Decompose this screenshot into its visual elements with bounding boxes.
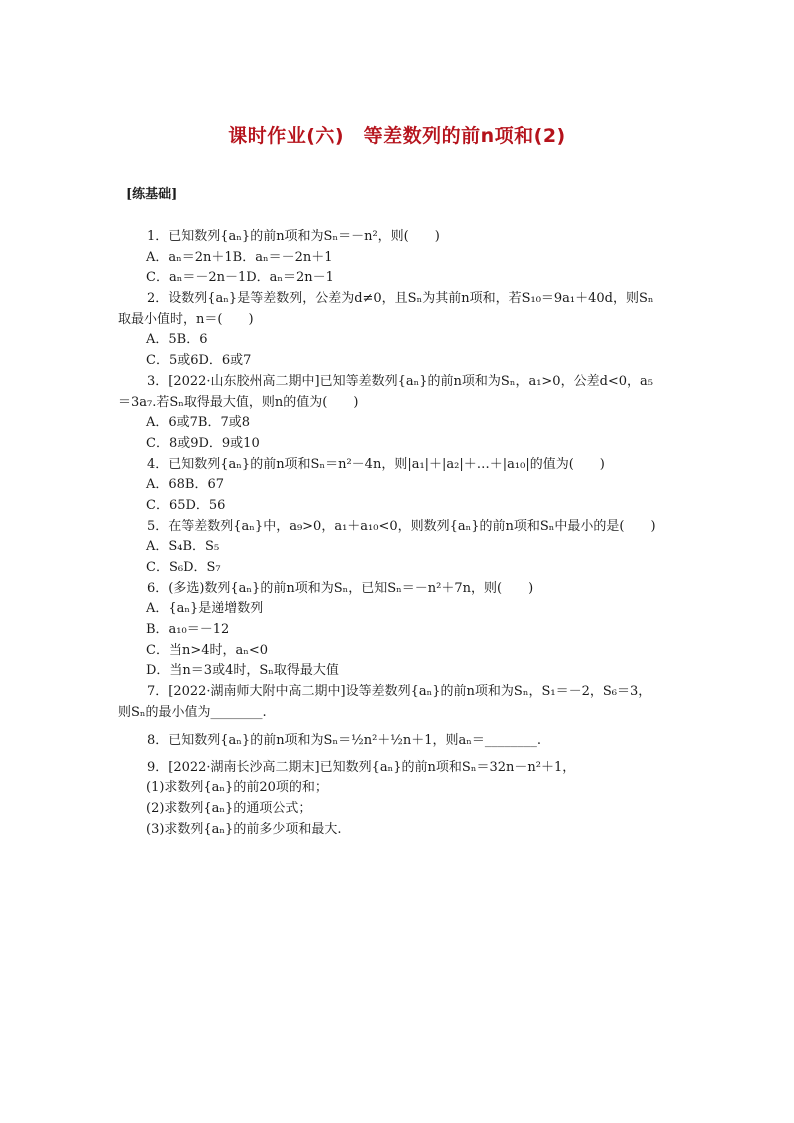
- question-line: 8．已知数列{aₙ}的前n项和为Sₙ＝½n²＋½n＋1，则aₙ＝________.: [147, 732, 542, 748]
- question-line: (3)求数列{aₙ}的前多少项和最大.: [146, 821, 342, 837]
- question-line: A．5B．6: [146, 332, 208, 348]
- question-line: C．5或6D．6或7: [146, 353, 252, 369]
- question-line: B．a₁₀＝－12: [146, 622, 230, 638]
- question-line: A．68B．67: [146, 477, 225, 493]
- question-line: 3．[2022·山东胶州高二期中]已知等差数列{aₙ}的前n项和为Sₙ，a₁>0，公差d<0，a₅: [147, 373, 654, 389]
- question-line: 取最小值时，n＝( ): [118, 311, 254, 327]
- question-line: C．8或9D．9或10: [146, 435, 260, 451]
- question-line: C．当n>4时，aₙ<0: [146, 642, 269, 658]
- question-line: (1)求数列{aₙ}的前20项的和；: [146, 780, 328, 796]
- question-list: [118, 227, 698, 840]
- question-line: 5．在等差数列{aₙ}中，a₉>0，a₁＋a₁₀<0，则数列{aₙ}的前n项和Sₙ中最小的是( ): [147, 518, 656, 534]
- section-label: [练基础]: [126, 187, 178, 202]
- question-line: A．aₙ＝2n＋1B．aₙ＝－2n＋1: [146, 249, 333, 265]
- question-line: (2)求数列{aₙ}的通项公式；: [146, 800, 312, 816]
- question-line: 4．已知数列{aₙ}的前n项和Sₙ＝n²－4n，则|a₁|＋|a₂|＋…＋|a₁₀|的值为( ): [147, 456, 605, 472]
- question-line: D．当n＝3或4时，Sₙ取得最大值: [146, 663, 339, 679]
- question-line: C．65D．56: [146, 497, 226, 513]
- question-line: ＝3a₇.若Sₙ取得最大值，则n的值为( ): [118, 394, 359, 410]
- question-line: A．6或7B．7或8: [146, 415, 251, 431]
- question-line: 7．[2022·湖南师大附中高二期中]设等差数列{aₙ}的前n项和为Sₙ，S₁＝－2，S₆＝3，: [147, 684, 652, 700]
- page-title: 课时作业(六) 等差数列的前n项和(2): [228, 125, 566, 147]
- question-line: 则Sₙ的最小值为________.: [118, 704, 267, 720]
- question-line: 6．(多选)数列{aₙ}的前n项和为Sₙ，已知Sₙ＝－n²＋7n，则( ): [147, 580, 534, 596]
- question-line: C．aₙ＝－2n－1D．aₙ＝2n－1: [146, 270, 334, 286]
- question-line: A．{aₙ}是递增数列: [146, 601, 264, 617]
- question-line: 2．设数列{aₙ}是等差数列，公差为d≠0，且Sₙ为其前n项和，若S₁₀＝9a₁＋40d，则Sₙ: [147, 291, 654, 307]
- question-line: C．S₆D．S₇: [146, 560, 221, 575]
- question-line: A．S₄B．S₅: [146, 539, 220, 555]
- question-line: 1．已知数列{aₙ}的前n项和为Sₙ＝－n²，则( ): [147, 229, 440, 244]
- question-line: 9．[2022·湖南长沙高二期末]已知数列{aₙ}的前n项和Sₙ＝32n－n²＋1，: [147, 759, 576, 775]
